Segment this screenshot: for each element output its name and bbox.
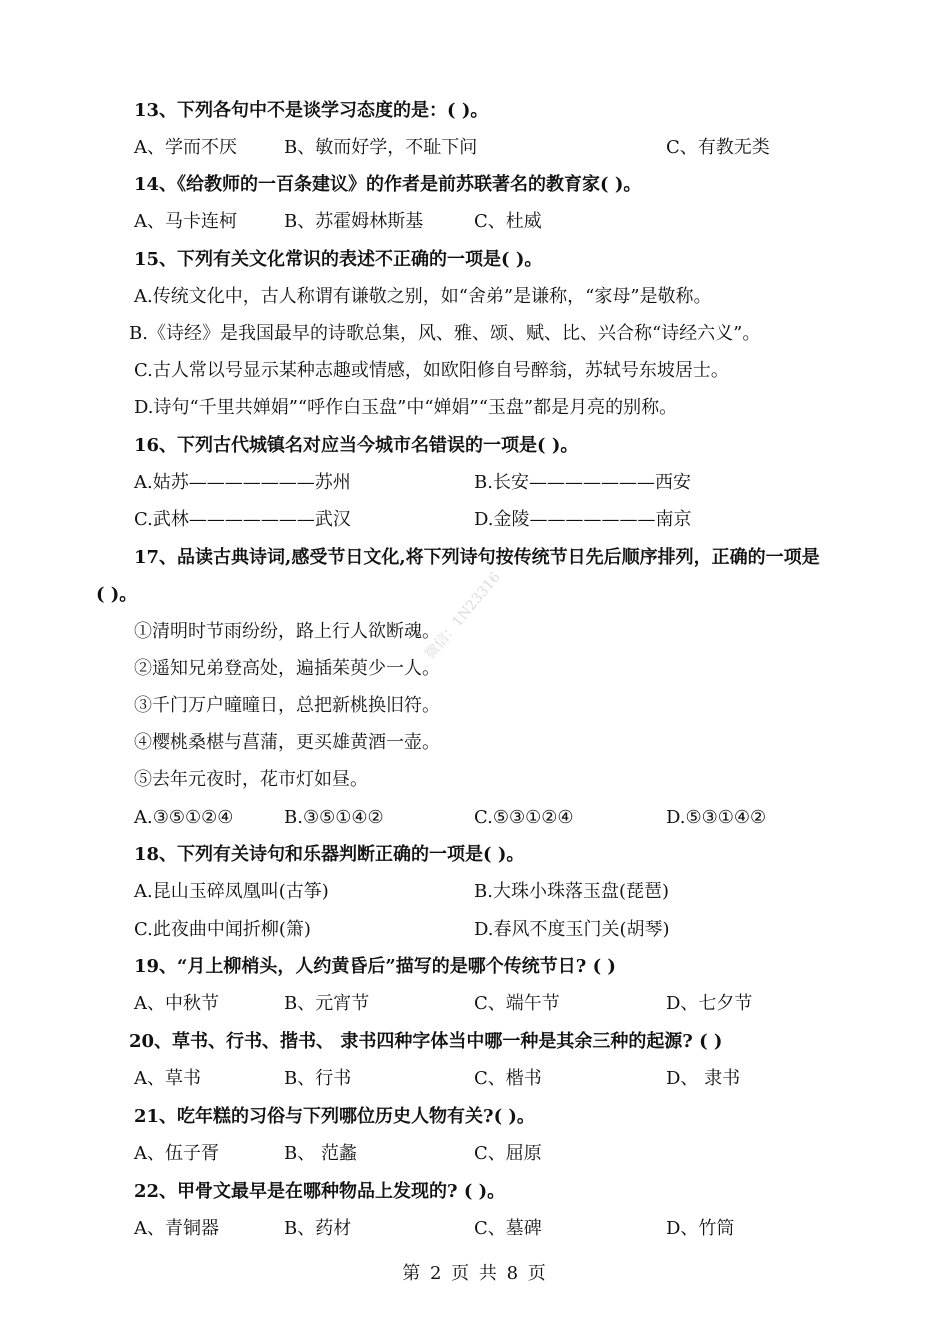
q21-option-a: A、伍子胥: [134, 1143, 219, 1164]
q13-option-a: A、学而不厌: [134, 137, 237, 158]
q17-option-b: B.③⑤①④②: [284, 807, 384, 828]
q20-option-d: D、 隶书: [666, 1068, 741, 1089]
q16-option-d: D.金陵———————南京: [474, 509, 692, 530]
q17-poem-5: ⑤去年元夜时，花市灯如昼。: [134, 769, 368, 790]
q16-option-c: C.武林———————武汉: [134, 509, 351, 530]
q22-option-b: B、药材: [284, 1218, 352, 1239]
question-16: 16、下列古代城镇名对应当今城市名错误的一项是( )。: [134, 435, 579, 456]
q22-option-c: C、墓碑: [474, 1218, 542, 1239]
q17-poem-4: ④樱桃桑椹与菖蒲，更买雄黄酒一壶。: [134, 732, 440, 753]
q18-option-d: D.春风不度玉门关(胡琴): [474, 919, 670, 940]
question-19: 19、“月上柳梢头，人约黄昏后”描写的是哪个传统节日? ( ): [134, 956, 616, 977]
q18-option-b: B.大珠小珠落玉盘(琵琶): [474, 881, 669, 902]
q20-option-a: A、草书: [134, 1068, 201, 1089]
question-17-blank: ( )。: [96, 584, 138, 605]
question-13: 13、下列各句中不是谈学习态度的是：( )。: [134, 100, 489, 121]
q17-poem-3: ③千门万户曈曈日，总把新桃换旧符。: [134, 695, 440, 716]
q19-option-a: A、中秋节: [134, 993, 219, 1014]
q15-option-d: D.诗句“千里共婵娟”“呼作白玉盘”中“婵娟”“玉盘”都是月亮的别称。: [134, 397, 678, 418]
q14-option-b: B、苏霍姆林斯基: [284, 211, 424, 232]
question-22: 22、甲骨文最早是在哪种物品上发现的? ( )。: [134, 1181, 506, 1202]
q15-option-c: C.古人常以号显示某种志趣或情感，如欧阳修自号醉翁，苏轼号东坡居士。: [134, 360, 729, 381]
q22-option-d: D、竹筒: [666, 1218, 735, 1239]
q18-option-c: C.此夜曲中闻折柳(箫): [134, 919, 311, 940]
q20-option-c: C、楷书: [474, 1068, 542, 1089]
question-14: 14、《给教师的一百条建议》的作者是前苏联著名的教育家( )。: [134, 174, 642, 195]
q17-option-a: A.③⑤①②④: [134, 807, 234, 828]
q17-option-c: C.⑤③①②④: [474, 807, 574, 828]
question-21: 21、吃年糕的习俗与下列哪位历史人物有关?( )。: [134, 1106, 535, 1127]
q16-option-a: A.姑苏———————苏州: [134, 472, 351, 493]
q15-option-a: A.传统文化中，古人称谓有谦敬之别，如“舍弟”是谦称，“家母”是敬称。: [134, 286, 712, 307]
q21-option-b: B、 范蠡: [284, 1143, 357, 1164]
q15-option-b: B.《诗经》是我国最早的诗歌总集，风、雅、颂、赋、比、兴合称“诗经六义”。: [129, 323, 761, 344]
watermark: 微信：1N23316: [422, 569, 504, 663]
q17-option-d: D.⑤③①④②: [666, 807, 767, 828]
q19-option-c: C、端午节: [474, 993, 560, 1014]
q20-option-b: B、行书: [284, 1068, 352, 1089]
q13-option-b: B、敏而好学，不耻下问: [284, 137, 478, 158]
q14-option-c: C、杜威: [474, 211, 542, 232]
q13-option-c: C、有教无类: [666, 137, 770, 158]
q19-option-d: D、七夕节: [666, 993, 753, 1014]
q14-option-a: A、马卡连柯: [134, 211, 237, 232]
q17-poem-1: ①清明时节雨纷纷，路上行人欲断魂。: [134, 621, 440, 642]
q19-option-b: B、元宵节: [284, 993, 370, 1014]
q17-poem-2: ②遥知兄弟登高处，遍插茱萸少一人。: [134, 658, 440, 679]
q21-option-c: C、屈原: [474, 1143, 542, 1164]
question-17: 17、品读古典诗词,感受节日文化,将下列诗句按传统节日先后顺序排列，正确的一项是: [134, 547, 820, 568]
page-footer: 第 2 页 共 8 页: [402, 1263, 548, 1284]
question-18: 18、下列有关诗句和乐器判断正确的一项是( )。: [134, 844, 525, 865]
question-20: 20、草书、行书、揩书、 隶书四种字体当中哪一种是其余三种的起源? ( ): [129, 1031, 723, 1052]
q22-option-a: A、青铜器: [134, 1218, 219, 1239]
q18-option-a: A.昆山玉碎凤凰叫(古筝): [134, 881, 329, 902]
q16-option-b: B.长安———————西安: [474, 472, 691, 493]
question-15: 15、下列有关文化常识的表述不正确的一项是( )。: [134, 249, 543, 270]
